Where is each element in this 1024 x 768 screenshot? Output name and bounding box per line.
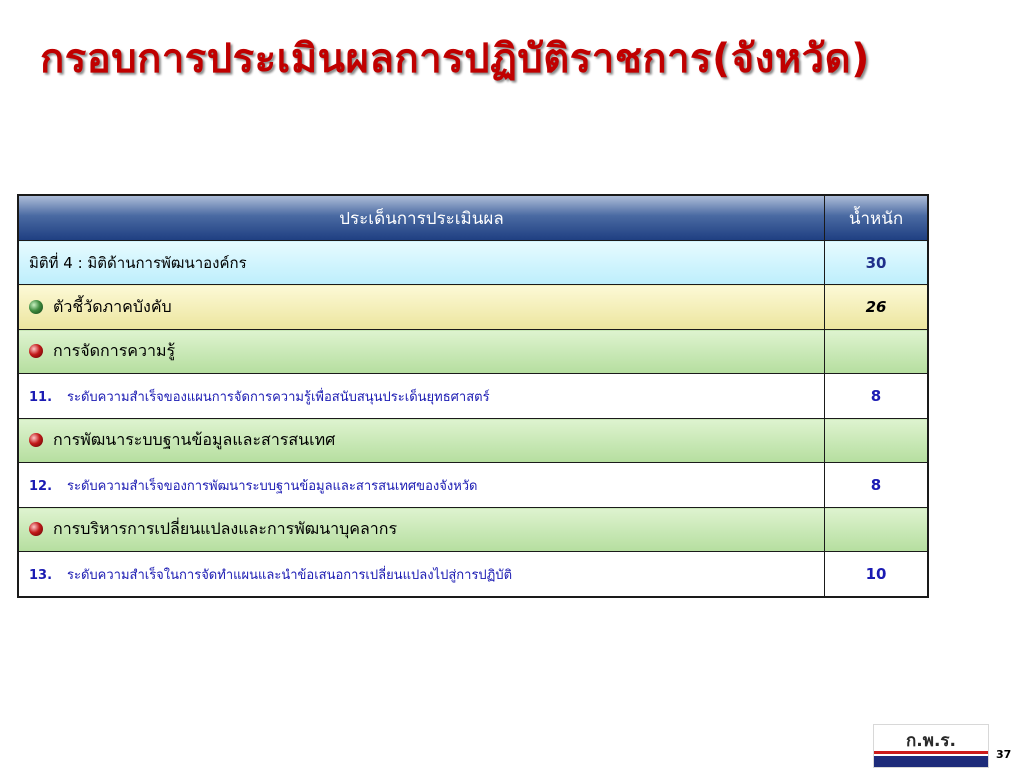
indicator-row-11 — [18, 374, 928, 419]
slide-title: กรอบการประเมินผลการปฏิบัติราชการ(จังหวัด) — [40, 36, 870, 82]
logo-bar — [874, 756, 988, 767]
group-label: การพัฒนาระบบฐานข้อมูลและสารสนเทศ — [53, 430, 336, 449]
dimension-weight: 30 — [825, 241, 929, 285]
group-cell — [18, 330, 825, 374]
red-bullet-icon — [29, 522, 43, 536]
indicator-cell — [18, 374, 825, 419]
mandatory-weight: 26 — [825, 285, 929, 330]
group-row-information-systems — [18, 419, 928, 463]
indicator-number: 13. — [29, 567, 53, 583]
mandatory-label: ตัวชี้วัดภาคบังคับ — [53, 296, 172, 316]
indicator-text: ระดับความสำเร็จในการจัดทำแผนและนำข้อเสนอการเปลี่ยนแปลงไปสู่การปฏิบัติ — [67, 567, 513, 583]
mandatory-cell — [18, 285, 825, 330]
indicator-text: ระดับความสำเร็จของแผนการจัดการความรู้เพื่อสนับสนุนประเด็นยุทธศาสตร์ — [67, 389, 490, 405]
green-bullet-icon — [29, 300, 43, 314]
logo-stripe — [874, 751, 988, 754]
group-weight-empty — [825, 419, 929, 463]
red-bullet-icon — [29, 433, 43, 447]
indicator-row-13 — [18, 552, 928, 598]
group-label: การบริหารการเปลี่ยนแปลงและการพัฒนาบุคลากร — [53, 519, 398, 538]
indicator-weight: 10 — [825, 552, 929, 598]
table-header-row — [18, 195, 928, 241]
indicator-row-12 — [18, 463, 928, 508]
indicator-cell — [18, 552, 825, 598]
group-weight-empty — [825, 330, 929, 374]
page-number: 37 — [996, 748, 1012, 761]
indicator-text: ระดับความสำเร็จของการพัฒนาระบบฐานข้อมูลและสารสนเทศของจังหวัด — [67, 478, 478, 494]
mandatory-row — [18, 285, 928, 330]
opdc-logo — [873, 724, 989, 768]
logo-text: ก.พ.ร. — [905, 731, 956, 751]
indicator-cell — [18, 463, 825, 508]
group-label: การจัดการความรู้ — [53, 341, 176, 360]
evaluation-table — [17, 194, 929, 598]
group-cell — [18, 419, 825, 463]
indicator-number: 12. — [29, 478, 53, 494]
dimension-row — [18, 241, 928, 285]
red-bullet-icon — [29, 344, 43, 358]
group-row-knowledge-management — [18, 330, 928, 374]
header-topic: ประเด็นการประเมินผล — [18, 195, 825, 241]
header-weight: น้ำหนัก — [825, 195, 929, 241]
group-row-change-management — [18, 508, 928, 552]
indicator-number: 11. — [29, 389, 53, 405]
indicator-weight: 8 — [825, 374, 929, 419]
indicator-weight: 8 — [825, 463, 929, 508]
dimension-label: มิติที่ 4 : มิติด้านการพัฒนาองค์กร — [18, 241, 825, 285]
group-weight-empty — [825, 508, 929, 552]
group-cell — [18, 508, 825, 552]
